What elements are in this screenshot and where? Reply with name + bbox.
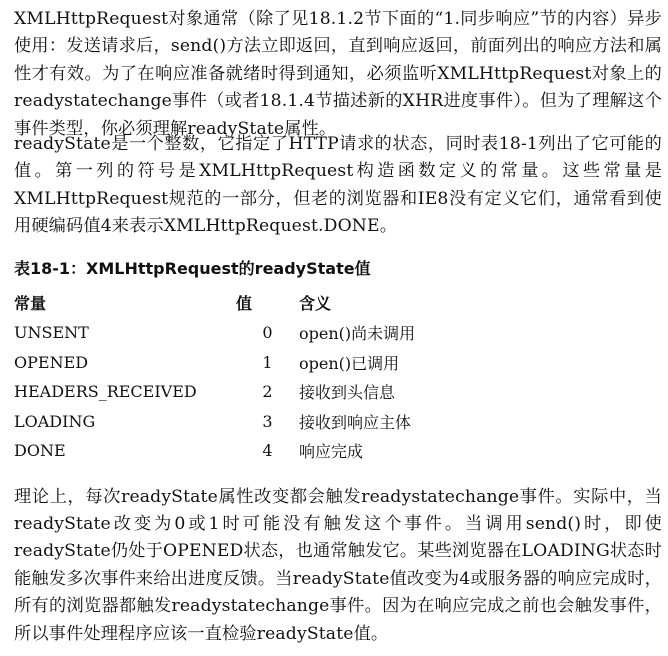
table-row [14,436,599,466]
cell-constant: LOADING [14,411,96,431]
cell-value: 3 [262,411,273,431]
cell-value: 0 [262,323,273,343]
readystate-table [14,286,599,466]
cell-constant: UNSENT [14,323,89,343]
paragraph-event-behavior: 理论上，每次readyState属性改变都会触发readystatechange事件。实际中，当readyState改变为0或1时可能没有触发这个事件。当调用send()时，即使readyState仍处于OPENED状态，也通常触发它。某些浏览器在LOADING状态时能触发多次事件来给出进度反馈。当readyState值改变为4或服务器的响应完成时，所有的浏览器都触发readystatechange事件。因为在响应完成之前也会触发事件，所以事件处理程序应该一直检验readyState值。 [14,486,662,644]
table-header-row [14,286,599,318]
cell-value: 2 [262,382,273,402]
cell-meaning: open()已调用 [299,353,400,373]
paragraph-readystate-definition: readyState是一个整数，它指定了HTTP请求的状态，同时表18-1列出了它可能的值。第一列的符号是XMLHttpRequest构造函数定义的常量。这些常量是XMLHttpRequest规范的一部分，但老的浏览器和IE8没有定义它们，通常看到使用硬编码值4来表示XMLHttpRequest.DONE。 [14,134,662,237]
cell-meaning: open()尚未调用 [299,324,416,344]
cell-value: 4 [262,441,273,461]
header-meaning: 含义 [299,293,332,313]
cell-meaning: 接收到响应主体 [299,412,412,432]
cell-value: 1 [262,352,273,372]
paragraph-async-intro: XMLHttpRequest对象通常（除了见18.1.2节下面的“1.同步响应”节的内容）异步使用：发送请求后，send()方法立即返回，直到响应返回，前面列出的响应方法和属性才有效。为了在响应准备就绪时得到通知，必须监听XMLHttpRequest对象上的readystatechange事件（或者18.1.4节描述新的XHR进度事件）。但为了理解这个事件类型，你必须理解readyState属性。 [14,9,662,139]
header-constant: 常量 [14,293,47,313]
cell-constant: OPENED [14,352,89,372]
cell-meaning: 接收到头信息 [299,383,396,403]
document-page [14,6,662,648]
cell-constant: DONE [14,441,66,461]
cell-meaning: 响应完成 [299,442,364,462]
table-row [14,377,599,407]
header-value: 值 [236,293,253,313]
table-row [14,407,599,437]
table-row [14,318,599,348]
table-caption: 表18-1：XMLHttpRequest的readyState值 [14,259,371,278]
cell-constant: HEADERS_RECEIVED [14,382,197,402]
table-row [14,348,599,378]
